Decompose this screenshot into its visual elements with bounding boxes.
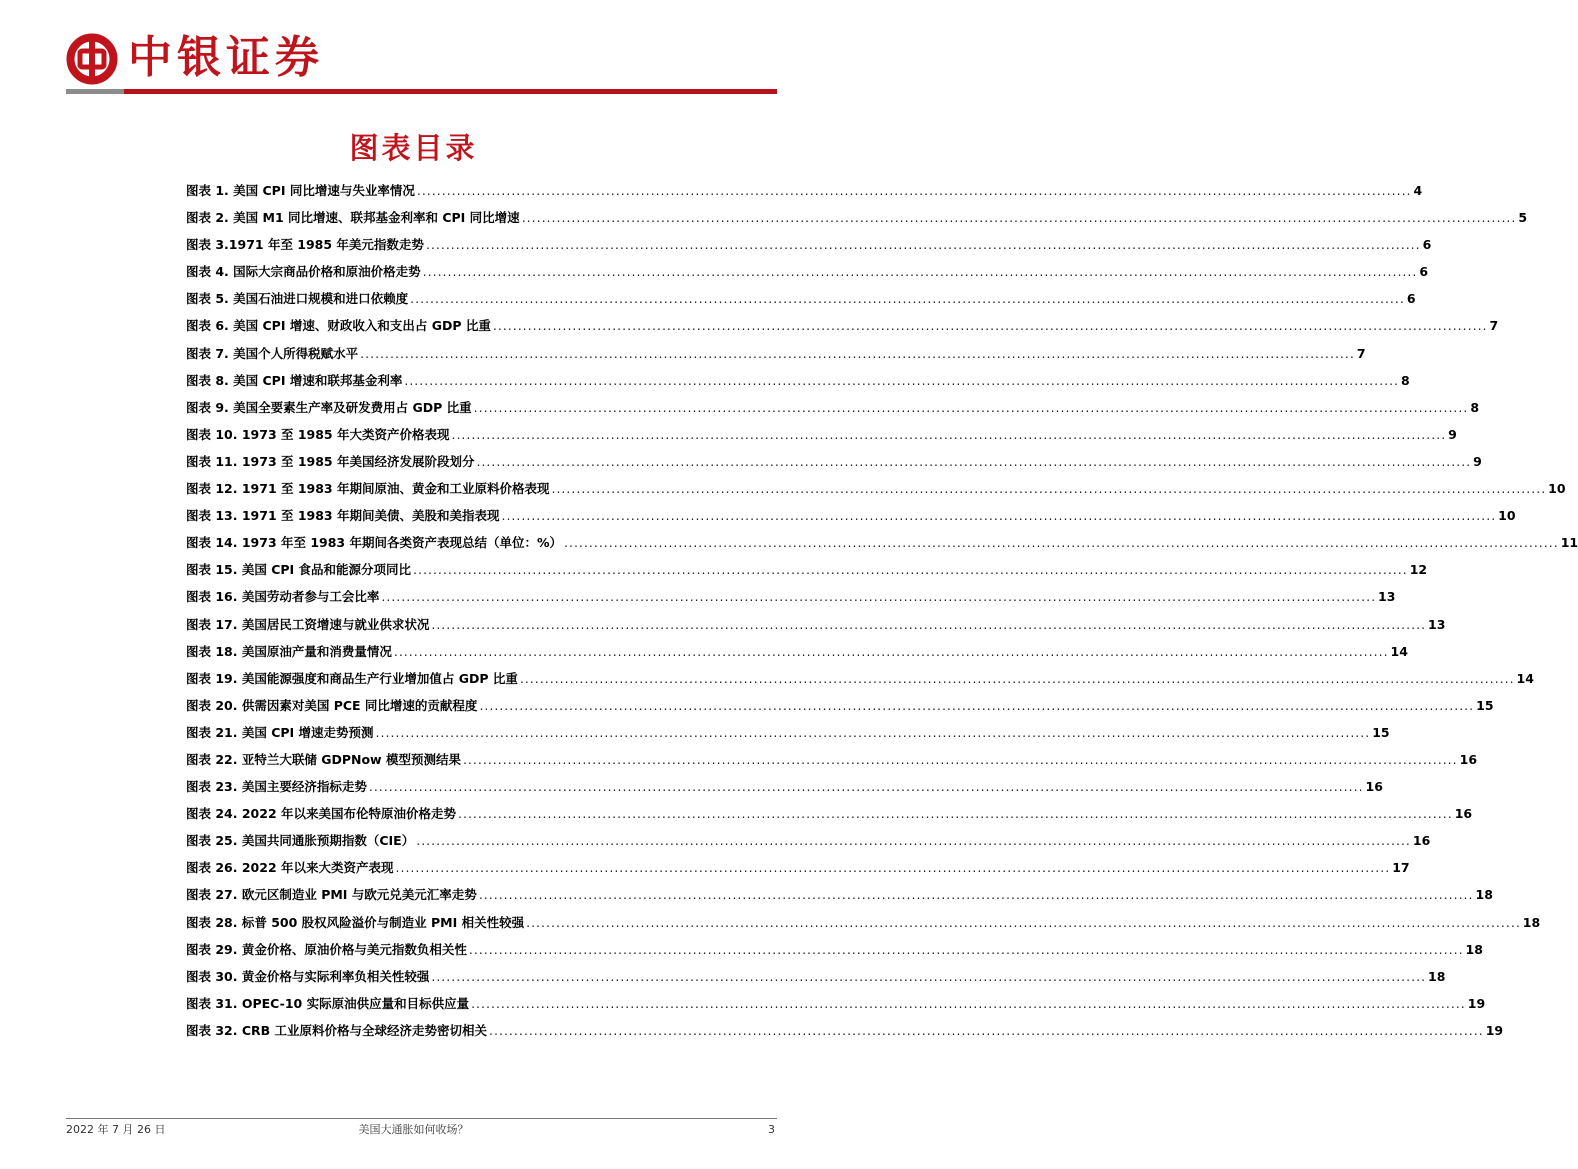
toc-item[interactable] — [186, 800, 1473, 827]
toc-item-label: 图表 7. 美国个人所得税赋水平 — [186, 345, 359, 361]
page-title: 图表目录 — [349, 131, 478, 165]
toc-item-page: 7 — [1489, 318, 1499, 334]
toc-item[interactable] — [186, 285, 1416, 312]
toc-item-label: 图表 32. CRB 工业原料价格与全球经济走势密切相关 — [186, 1022, 488, 1038]
toc-leader-dots: ........................................................................................................................................................................................................ — [431, 616, 1427, 632]
toc-item-label: 图表 19. 美国能源强度和商品生产行业增加值占 GDP 比重 — [186, 670, 518, 686]
toc-leader-dots: ........................................................................................................................................................................................................ — [451, 426, 1447, 442]
toc-item[interactable] — [186, 177, 1423, 204]
footer-date: 2022 年 7 月 26 日 — [66, 1123, 166, 1136]
toc-leader-dots: ........................................................................................................................................................................................................ — [519, 670, 1515, 686]
toc-item-page: 16 — [1459, 751, 1478, 767]
toc-item-label: 图表 16. 美国劳动者参与工会比率 — [186, 589, 380, 605]
toc-item[interactable] — [186, 448, 1482, 475]
toc-item-label: 图表 18. 美国原油产量和消费量情况 — [186, 643, 392, 659]
toc-item-page: 18 — [1428, 968, 1446, 984]
footer-report-title: 美国大通胀如何收场？ — [358, 1123, 469, 1136]
toc-item-page: 16 — [1365, 779, 1383, 795]
toc-item-label: 图表 17. 美国居民工资增速与就业供求状况 — [186, 616, 430, 632]
toc-item-label: 图表 4. 国际大宗商品价格和原油价格走势 — [186, 264, 421, 280]
toc-item-label: 图表 6. 美国 CPI 增速、财政收入和支出占 GDP 比重 — [186, 318, 491, 334]
toc-item-label: 图表 15. 美国 CPI 食品和能源分项同比 — [186, 562, 412, 578]
toc-item[interactable] — [186, 963, 1446, 990]
toc-item-label: 图表 14. 1973 年至 1983 年期间各类资产表现总结（单位：%） — [186, 535, 563, 551]
toc-leader-dots: ........................................................................................................................................................................................................ — [476, 453, 1472, 469]
toc-item[interactable] — [186, 638, 1408, 665]
toc-item-label: 图表 2. 美国 M1 同比增速、联邦基金利率和 CPI 同比增速 — [186, 210, 520, 226]
toc-item[interactable] — [186, 421, 1457, 448]
toc-item[interactable] — [186, 258, 1429, 285]
toc-leader-dots: ........................................................................................................................................................................................................ — [404, 372, 1400, 388]
toc-item[interactable] — [186, 881, 1493, 908]
toc-item-page: 6 — [1419, 264, 1429, 280]
toc-item-page: 7 — [1356, 345, 1366, 361]
toc-item-label: 图表 13. 1971 至 1983 年期间美债、美股和美指表现 — [186, 508, 500, 524]
toc-item[interactable] — [186, 1017, 1504, 1044]
toc-leader-dots: ........................................................................................................................................................................................................ — [479, 697, 1475, 713]
toc-leader-dots: ........................................................................................................................................................................................................ — [416, 833, 1411, 849]
toc-item[interactable] — [186, 340, 1366, 367]
toc-item-label: 图表 9. 美国全要素生产率及研发费用占 GDP 比重 — [186, 399, 472, 415]
toc-item-label: 图表 1. 美国 CPI 同比增速与失业率情况 — [186, 183, 415, 198]
toc-item-label: 图表 26. 2022 年以来大类资产表现 — [186, 860, 394, 876]
toc-leader-dots: ........................................................................................................................................................................................................ — [462, 751, 1458, 767]
toc-leader-dots: ........................................................................................................................................................................................................ — [360, 345, 1355, 361]
toc-item-page: 15 — [1372, 724, 1390, 740]
toc-item[interactable] — [186, 611, 1446, 638]
toc-leader-dots: ........................................................................................................................................................................................................ — [375, 724, 1371, 740]
toc-item[interactable] — [186, 367, 1410, 394]
toc-leader-dots: ........................................................................................................................................................................................................ — [489, 1022, 1484, 1038]
toc-leader-dots: ........................................................................................................................................................................................................ — [431, 968, 1427, 984]
toc-leader-dots: ........................................................................................................................................................................................................ — [551, 481, 1547, 497]
toc-item[interactable] — [186, 909, 1541, 936]
toc-item[interactable] — [186, 665, 1534, 692]
toc-leader-dots: ........................................................................................................................................................................................................ — [564, 535, 1559, 551]
toc-leader-dots: ........................................................................................................................................................................................................ — [468, 941, 1464, 957]
toc-list — [186, 177, 1578, 1044]
toc-leader-dots: ........................................................................................................................................................................................................ — [410, 291, 1405, 307]
toc-item-page: 10 — [1498, 508, 1516, 524]
toc-item[interactable] — [186, 746, 1478, 773]
toc-item[interactable] — [186, 556, 1428, 583]
toc-item[interactable] — [186, 692, 1494, 719]
brand-name: 中银证券 — [128, 32, 324, 83]
toc-leader-dots: ........................................................................................................................................................................................................ — [478, 887, 1474, 903]
toc-item-label: 图表 29. 黄金价格、原油价格与美元指数负相关性 — [186, 941, 467, 957]
toc-item-page: 16 — [1454, 806, 1473, 822]
toc-item-page: 13 — [1428, 616, 1446, 632]
toc-item-page: 18 — [1465, 941, 1483, 957]
toc-item-page: 17 — [1392, 860, 1410, 876]
footer-rule — [66, 1118, 777, 1119]
toc-leader-dots: ........................................................................................................................................................................................................ — [416, 183, 1412, 198]
toc-item-page: 8 — [1470, 399, 1480, 415]
toc-item[interactable] — [186, 990, 1486, 1017]
toc-item[interactable] — [186, 936, 1483, 963]
toc-item-page: 9 — [1448, 426, 1457, 442]
toc-item-label: 图表 11. 1973 至 1985 年美国经济发展阶段划分 — [186, 453, 475, 469]
toc-item-label: 图表 5. 美国石油进口规模和进口依赖度 — [186, 291, 409, 307]
toc-item-label: 图表 30. 黄金价格与实际利率负相关性较强 — [186, 968, 430, 984]
toc-item[interactable] — [186, 719, 1390, 746]
header-rule — [66, 89, 777, 94]
toc-item-page: 19 — [1485, 1022, 1504, 1038]
toc-item-label: 图表 28. 标普 500 股权风险溢价与制造业 PMI 相关性较强 — [186, 914, 525, 930]
toc-leader-dots: ........................................................................................................................................................................................................ — [422, 264, 1418, 280]
toc-item[interactable] — [186, 204, 1528, 231]
toc-leader-dots: ........................................................................................................................................................................................................ — [393, 643, 1389, 659]
toc-item-label: 图表 27. 欧元区制造业 PMI 与欧元兑美元汇率走势 — [186, 887, 477, 903]
toc-item[interactable] — [186, 312, 1499, 339]
toc-leader-dots: ........................................................................................................................................................................................................ — [526, 914, 1521, 930]
bank-of-china-logo-icon — [66, 33, 118, 85]
footer-page-number: 3 — [768, 1123, 775, 1136]
toc-item[interactable] — [186, 394, 1480, 421]
toc-item-label: 图表 21. 美国 CPI 增速走势预测 — [186, 724, 374, 740]
toc-leader-dots: ........................................................................................................................................................................................................ — [471, 995, 1466, 1011]
toc-item[interactable] — [186, 231, 1432, 258]
toc-item-label: 图表 25. 美国共同通胀预期指数（CIE） — [186, 833, 415, 849]
toc-item[interactable] — [186, 475, 1566, 502]
toc-item-label: 图表 10. 1973 至 1985 年大类资产价格表现 — [186, 426, 450, 442]
toc-item-label: 图表 24. 2022 年以来美国布伦特原油价格走势 — [186, 806, 456, 822]
toc-item[interactable] — [186, 583, 1396, 610]
toc-item-label: 图表 8. 美国 CPI 增速和联邦基金利率 — [186, 372, 403, 388]
toc-leader-dots: ........................................................................................................................................................................................................ — [368, 779, 1364, 795]
toc-item[interactable] — [186, 529, 1578, 556]
toc-leader-dots: ........................................................................................................................................................................................................ — [395, 860, 1391, 876]
toc-leader-dots: ........................................................................................................................................................................................................ — [492, 318, 1488, 334]
toc-item-page: 18 — [1522, 914, 1541, 930]
toc-item-page: 16 — [1412, 833, 1431, 849]
toc-leader-dots: ........................................................................................................................................................................................................ — [425, 237, 1421, 253]
toc-item-label: 图表 23. 美国主要经济指标走势 — [186, 779, 367, 795]
toc-item-page: 10 — [1548, 481, 1566, 497]
toc-item-page: 14 — [1516, 670, 1534, 686]
toc-item-page: 15 — [1476, 697, 1494, 713]
toc-leader-dots: ........................................................................................................................................................................................................ — [501, 508, 1497, 524]
toc-item-page: 6 — [1422, 237, 1432, 253]
toc-leader-dots: ........................................................................................................................................................................................................ — [413, 562, 1408, 578]
toc-item-label: 图表 22. 亚特兰大联储 GDPNow 模型预测结果 — [186, 751, 461, 767]
toc-item-page: 12 — [1409, 562, 1428, 578]
toc-item-page: 14 — [1390, 643, 1408, 659]
toc-item-page: 18 — [1475, 887, 1493, 903]
toc-item-page: 8 — [1401, 372, 1410, 388]
toc-leader-dots: ........................................................................................................................................................................................................ — [521, 210, 1517, 226]
toc-item[interactable] — [186, 827, 1431, 854]
toc-item-page: 13 — [1378, 589, 1396, 605]
toc-leader-dots: ........................................................................................................................................................................................................ — [473, 399, 1469, 415]
toc-item-label: 图表 31. OPEC-10 实际原油供应量和目标供应量 — [186, 995, 470, 1011]
toc-item-page: 9 — [1473, 453, 1482, 469]
toc-item[interactable] — [186, 773, 1383, 800]
toc-item-page: 6 — [1406, 291, 1416, 307]
toc-leader-dots: ........................................................................................................................................................................................................ — [381, 589, 1377, 605]
toc-item-page: 4 — [1413, 183, 1423, 198]
toc-item-label: 图表 12. 1971 至 1983 年期间原油、黄金和工业原料价格表现 — [186, 481, 550, 497]
toc-item-label: 图表 20. 供需因素对美国 PCE 同比增速的贡献程度 — [186, 697, 478, 713]
toc-item[interactable] — [186, 854, 1410, 881]
toc-item-page: 11 — [1560, 535, 1578, 551]
toc-item-page: 19 — [1467, 995, 1486, 1011]
toc-item-page: 5 — [1518, 210, 1528, 226]
toc-item-label: 图表 3.1971 年至 1985 年美元指数走势 — [186, 237, 424, 253]
toc-item[interactable] — [186, 502, 1516, 529]
toc-leader-dots: ........................................................................................................................................................................................................ — [458, 806, 1453, 822]
